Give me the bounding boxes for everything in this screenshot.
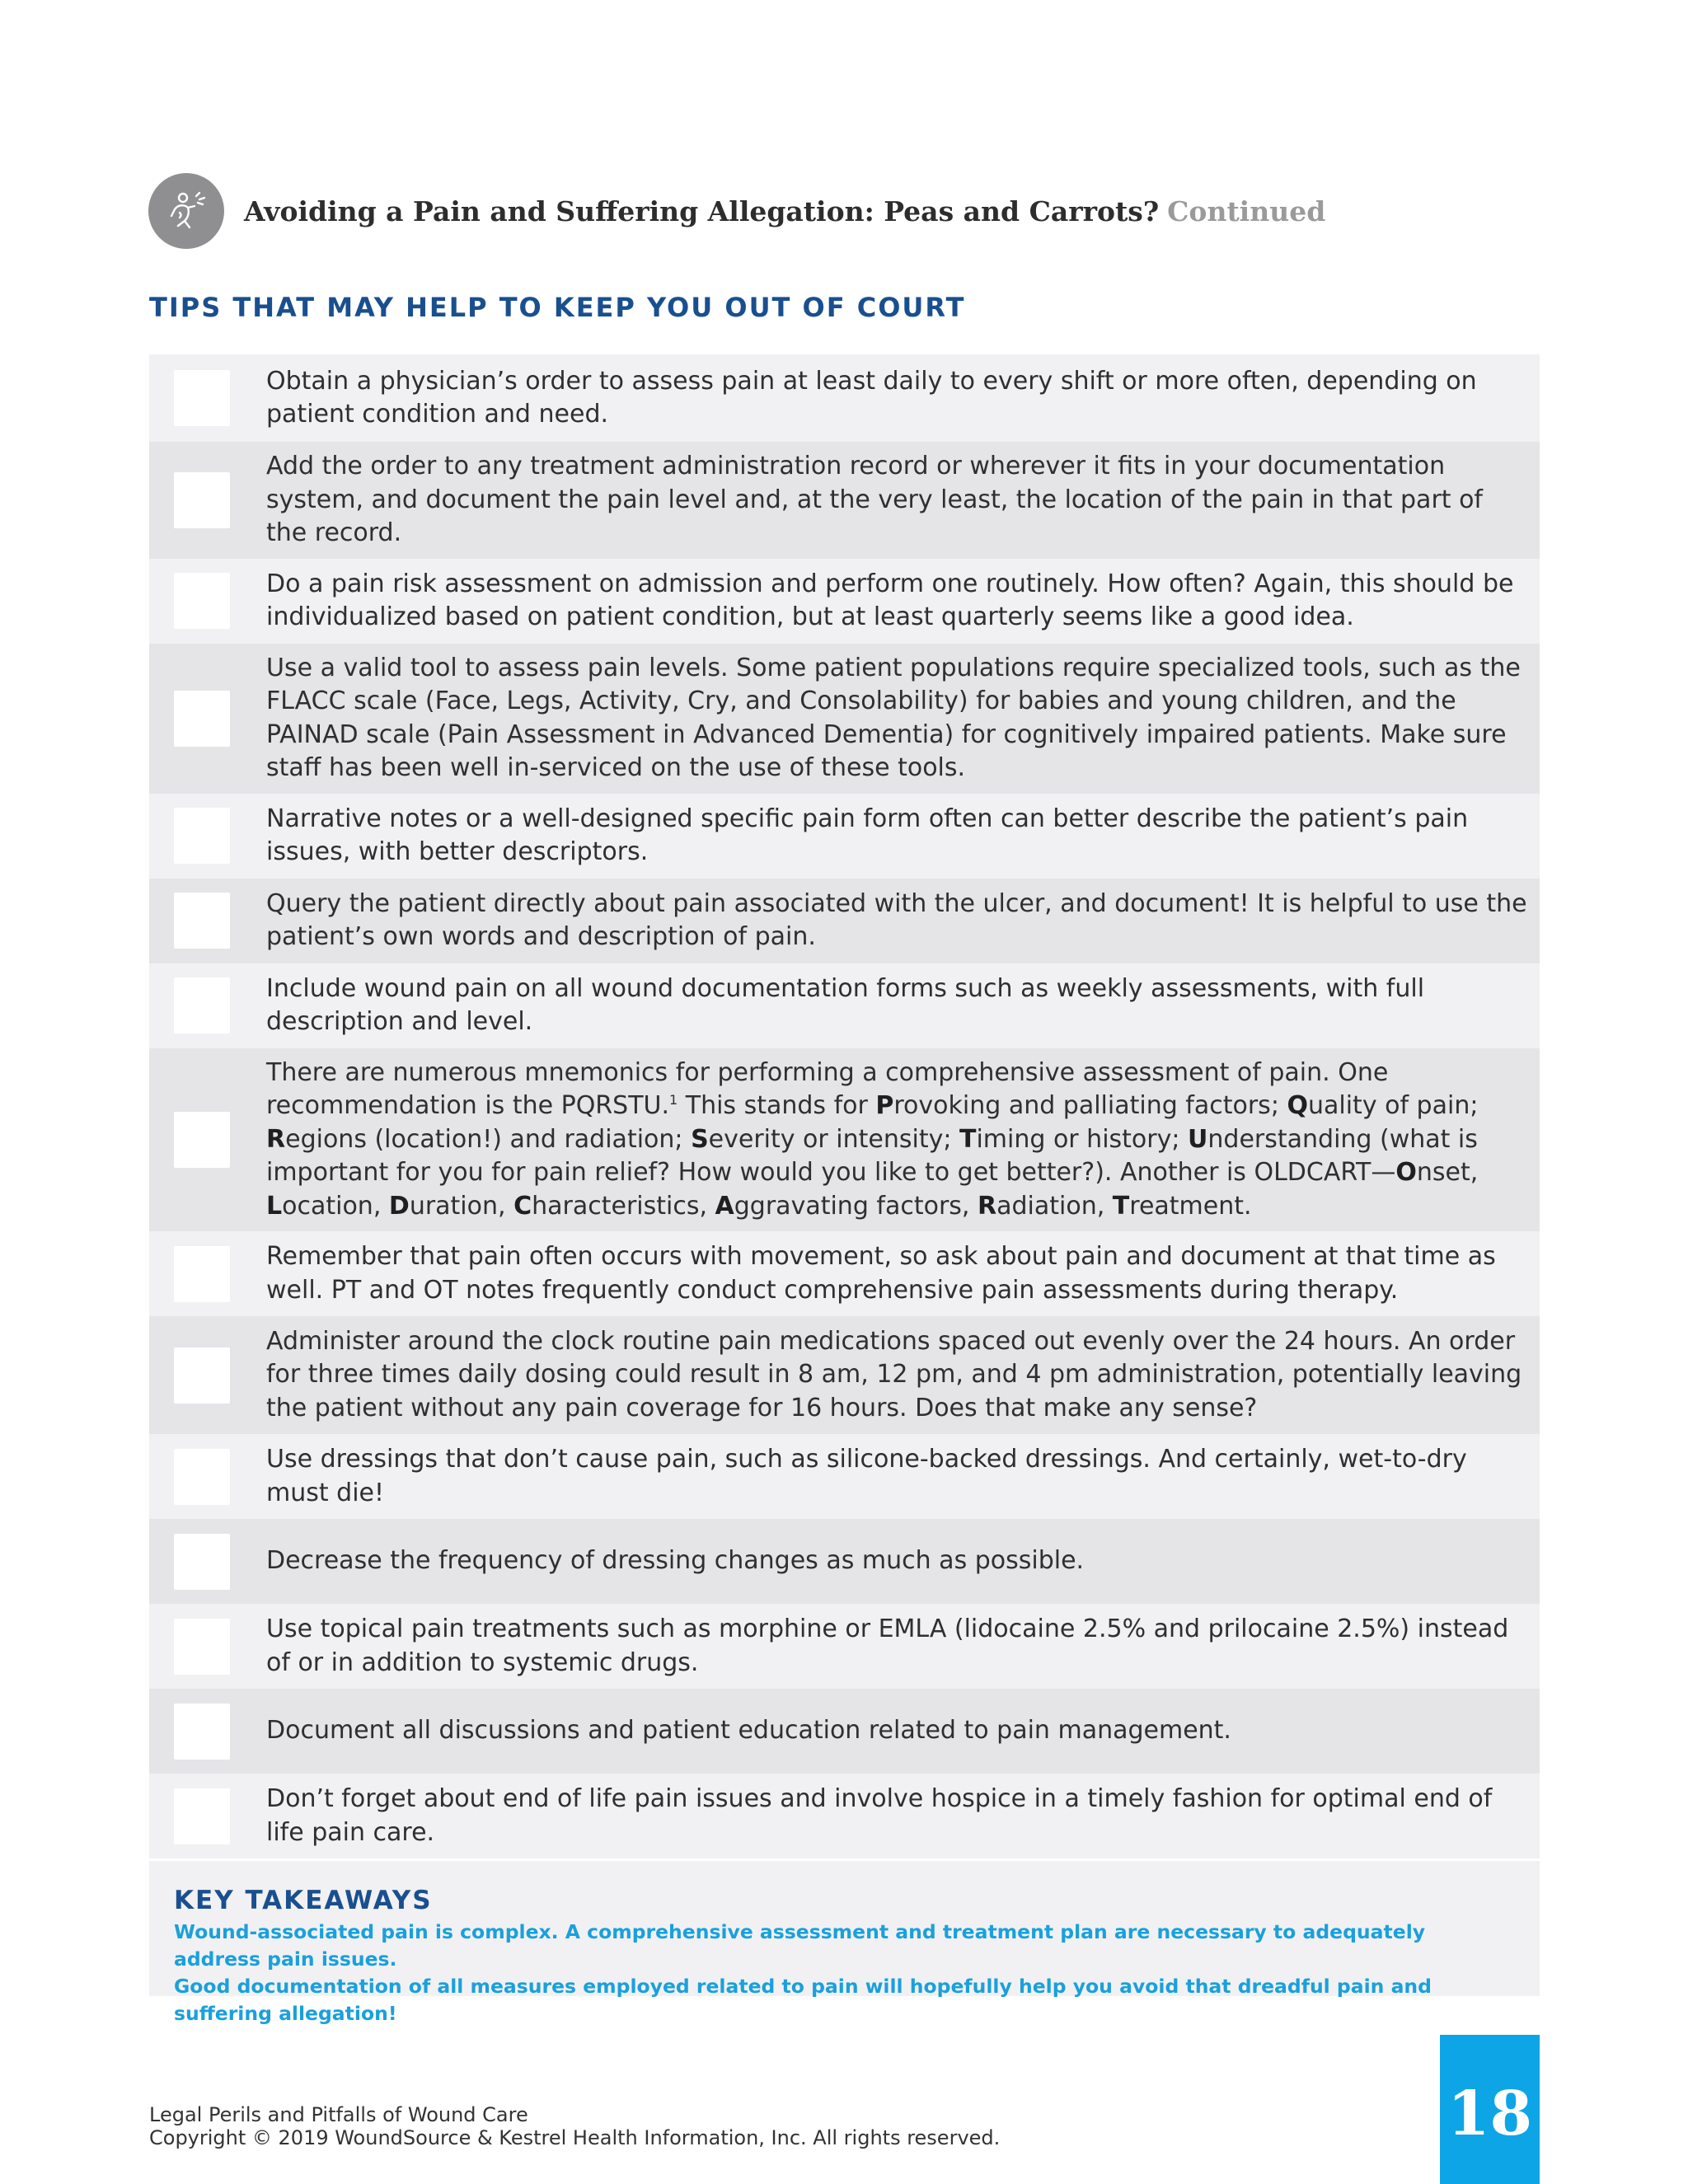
- title-text: Avoiding a Pain and Suffering Allegation: Peas and Carrots?: [244, 194, 1160, 227]
- tip-row: [149, 354, 1540, 442]
- tips-checklist: [149, 354, 1540, 1858]
- tip-text: Administer around the clock routine pain medications spaced out evenly over the 24 hours. An order for three times daily dosing could result in 8 am, 12 pm, and 4 pm administration, potentially leaving the patient without any pain coverage for 16 hours. Does that make any sense?: [266, 1326, 1522, 1422]
- tip-text: Do a pain risk assessment on admission and perform one routinely. How often? Again, this should be individualized based on patient condition, but at least quarterly seems like a good idea.: [266, 569, 1514, 631]
- tip-row: [149, 1774, 1540, 1858]
- footer-copyright: Copyright © 2019 WoundSource & Kestrel Health Information, Inc. All rights reserved.: [149, 2126, 1001, 2149]
- tip-text: Use topical pain treatments such as morphine or EMLA (lidocaine 2.5% and prilocaine 2.5%) instead of or in addition to systemic drugs.: [266, 1615, 1509, 1677]
- tip-text: Document all discussions and patient education related to pain management.: [266, 1716, 1231, 1746]
- page-title: [244, 195, 1325, 227]
- tip-checkbox[interactable]: [174, 1246, 230, 1302]
- tip-checkbox[interactable]: [174, 691, 230, 747]
- tip-checkbox[interactable]: [174, 1788, 230, 1844]
- tip-checkbox[interactable]: [174, 573, 230, 629]
- tip-row: [149, 1316, 1540, 1434]
- tip-checkbox[interactable]: [174, 1112, 230, 1168]
- tip-row: [149, 559, 1540, 644]
- key-takeaways-line-2: Good documentation of all measures employed related to pain will hopefully help you avoid that dreadful pain and suffering allegation!: [174, 1975, 1432, 2025]
- key-takeaways-box: [149, 1861, 1540, 2025]
- tip-text: Query the patient directly about pain associated with the ulcer, and document! It is helpful to use the patient’s own words and description of pain.: [266, 888, 1527, 951]
- tips-heading: TIPS THAT MAY HELP TO KEEP YOU OUT OF COURT: [149, 292, 966, 323]
- tip-row: [149, 1434, 1540, 1519]
- page-number: 18: [1447, 2078, 1532, 2149]
- tip-text: Narrative notes or a well-designed specific pain form often can better describe the patient’s pain issues, with better descriptors.: [266, 804, 1469, 866]
- tip-row: [149, 963, 1540, 1048]
- tip-text: Add the order to any treatment administration record or wherever it fits in your documentation system, and document the pain level and, at the very least, the location of the pain in that part of the record.: [266, 452, 1483, 547]
- key-takeaways-heading: KEY TAKEAWAYS: [174, 1886, 433, 1915]
- tip-text: Remember that pain often occurs with movement, so ask about pain and document at that time as well. PT and OT notes frequently conduct comprehensive pain assessments during therapy.: [266, 1242, 1496, 1305]
- tip-text: Decrease the frequency of dressing changes as much as possible.: [266, 1546, 1085, 1576]
- tip-row: [149, 879, 1540, 963]
- page-header: [148, 173, 1325, 249]
- tip-checkbox[interactable]: [174, 1534, 230, 1590]
- tip-row: [149, 1231, 1540, 1316]
- tip-text: Obtain a physician’s order to assess pain at least daily to every shift or more often, depending on patient condition and need.: [266, 366, 1477, 429]
- tip-row: [149, 1519, 1540, 1604]
- tip-row: [149, 1604, 1540, 1689]
- page-footer: [149, 2103, 1000, 2149]
- tip-row: [149, 1048, 1540, 1232]
- tip-text: There are numerous mnemonics for performing a comprehensive assessment of pain. One recommendation is the PQRSTU.$^1$ This stands for Provoking and palliating factors; Quality of pain; Regions (location!) and radiation; Severity or intensity; Timing or history; Understanding (what is important for you for pain relief? How would you like to get better?). Another is OLDCART—Onset, Location, Duration, Characteristics, Aggravating factors, Radiation, Treatment.: [266, 1057, 1479, 1221]
- tip-checkbox[interactable]: [174, 1619, 230, 1675]
- tip-row: [149, 794, 1540, 879]
- key-takeaways-line-1: Wound-associated pain is complex. A comprehensive assessment and treatment plan are necessary to adequately address pain issues.: [174, 1920, 1426, 1971]
- pain-figure-icon: [148, 173, 224, 249]
- tip-checkbox[interactable]: [174, 472, 230, 528]
- tip-text: Use a valid tool to assess pain levels. Some patient populations require specialized tools, such as the FLACC scale (Face, Legs, Activity, Cry, and Consolability) for babies and young children, and the PAINAD scale (Pain Assessment in Advanced Dementia) for cognitively impaired patients. Make sure staff has been well in-serviced on the use of these tools.: [266, 653, 1521, 782]
- tip-text: Include wound pain on all wound documentation forms such as weekly assessments, with full description and level.: [266, 973, 1425, 1036]
- tip-row: [149, 1689, 1540, 1774]
- tip-row: [149, 442, 1540, 559]
- tip-text: Use dressings that don’t cause pain, such as silicone-backed dressings. And certainly, wet-to-dry must die!: [266, 1445, 1467, 1507]
- tip-checkbox[interactable]: [174, 1704, 230, 1760]
- continued-label: Continued: [1167, 194, 1326, 227]
- tip-checkbox[interactable]: [174, 808, 230, 864]
- tip-row: [149, 644, 1540, 794]
- tip-checkbox[interactable]: [174, 1347, 230, 1404]
- footer-publication-title: Legal Perils and Pitfalls of Wound Care: [149, 2103, 528, 2126]
- tip-checkbox[interactable]: [174, 370, 230, 426]
- tip-text: Don’t forget about end of life pain issues and involve hospice in a timely fashion for optimal end of life pain care.: [266, 1784, 1493, 1847]
- tip-checkbox[interactable]: [174, 977, 230, 1033]
- page-number-box: [1440, 2035, 1540, 2184]
- tip-checkbox[interactable]: [174, 893, 230, 949]
- tip-checkbox[interactable]: [174, 1449, 230, 1505]
